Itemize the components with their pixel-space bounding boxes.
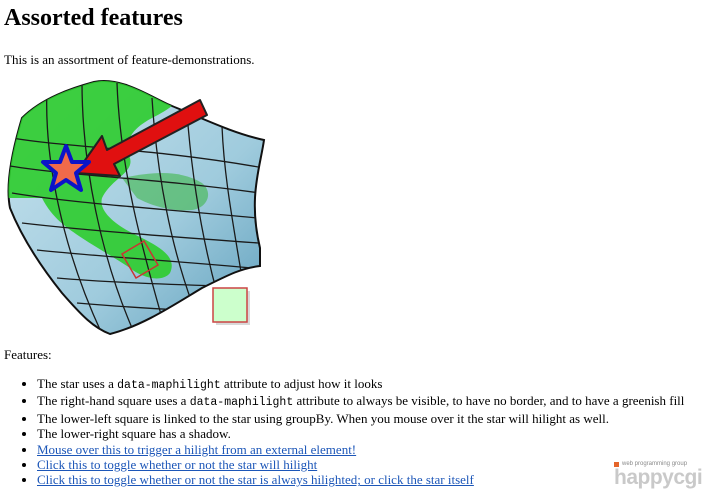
feature-item-right-square: [37, 393, 715, 410]
feature-item-groupby: • The lower-left square is linked to the star using groupBy. When you mouse over it the star will hilight as well.: [37, 411, 715, 426]
features-list: [18, 376, 715, 488]
features-label: Features:: [4, 347, 52, 362]
feature-text: attribute to adjust how it looks: [220, 376, 383, 391]
feature-text: The right-hand square uses a: [37, 393, 190, 409]
feature-item-star: [37, 376, 715, 393]
feature-text: attribute to always be visible, to have no border, and to have a greenish fill: [293, 393, 685, 409]
feature-code: data-maphilight: [189, 396, 294, 410]
external-hilight-link[interactable]: Mouse over this to trigger a hilight from an external element!: [37, 441, 357, 457]
feature-text: The star uses a: [37, 376, 118, 391]
logo-tagline: web programming group: [622, 461, 688, 467]
feature-item-shadow: • The lower-right square has a shadow.: [37, 426, 715, 441]
intro-text: This is an assortment of feature-demonstrations.: [4, 52, 255, 67]
feature-item-link: [37, 442, 715, 457]
map-illustration[interactable]: [2, 78, 282, 340]
page-title: Assorted features: [4, 5, 183, 31]
logo-wordmark: happycgi: [614, 466, 703, 489]
toggle-always-on-link[interactable]: Click this to toggle whether or not the star is always hilighted; or click the star itself: [37, 472, 474, 488]
feature-code: data-maphilight: [117, 379, 221, 392]
toggle-star-hilight-link[interactable]: Click this to toggle whether or not the star will hilight: [37, 457, 318, 473]
lower-right-square[interactable]: [213, 288, 247, 322]
image-map[interactable]: [2, 78, 282, 340]
happycgi-logo: [614, 461, 712, 491]
